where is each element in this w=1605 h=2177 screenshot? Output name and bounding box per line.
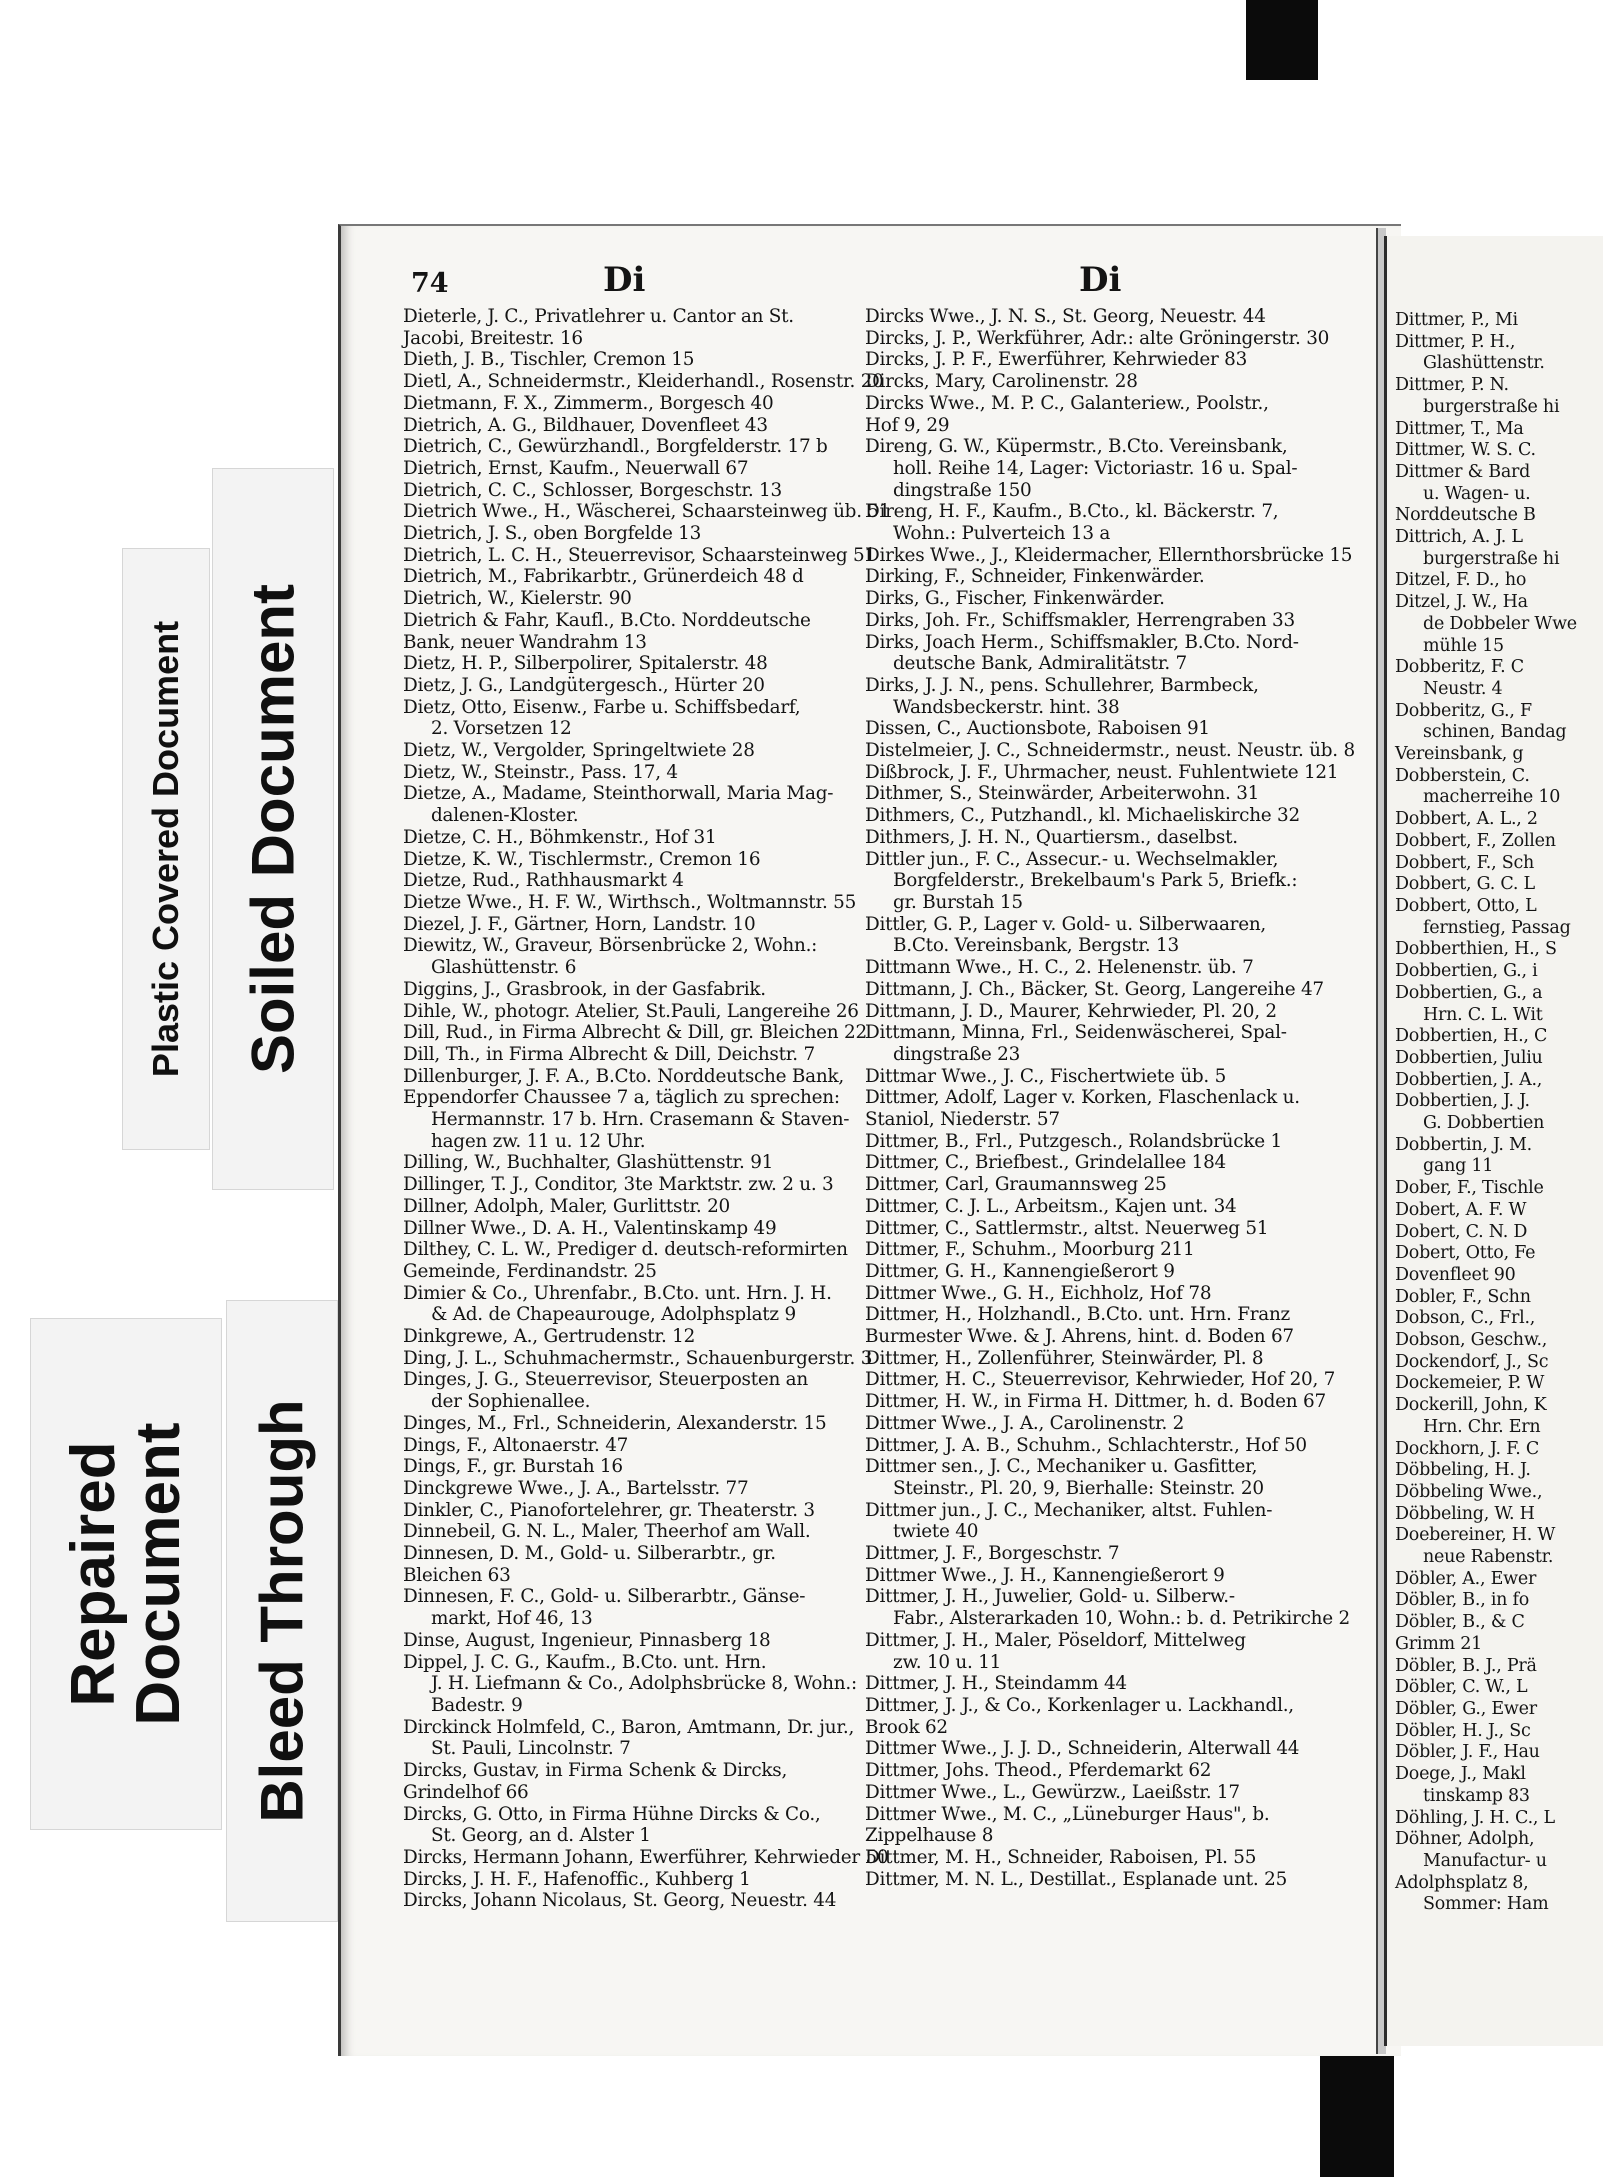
directory-entry: Dober, F., Tischle: [1395, 1178, 1544, 1199]
directory-entry: Döbbeling, H. J.: [1395, 1460, 1531, 1481]
directory-entry: 2. Vorsetzen 12: [431, 718, 572, 740]
directory-entry: St. Georg, an d. Alster 1: [431, 1825, 651, 1847]
directory-entry: Dietz, H. P., Silberpolirer, Spitalerstr. 48: [403, 653, 768, 675]
directory-entry: Döbler, B. J., Prä: [1395, 1655, 1537, 1676]
header-right: Di: [1079, 260, 1122, 300]
directory-entry: Dittmer, J. J., & Co., Korkenlager u. Lackhandl.,: [865, 1695, 1294, 1716]
directory-entry: Ditzel, J. W., Ha: [1395, 592, 1528, 613]
directory-entry: Diggins, J., Grasbrook, in der Gasfabrik.: [403, 978, 766, 1000]
directory-entry: Dietze Wwe., H. F. W., Wirthsch., Woltmannstr. 55: [403, 891, 857, 913]
directory-entry: Dittmer, C., Sattlermstr., altst. Neuerweg 51: [865, 1217, 1269, 1239]
directory-entry: Doebereiner, H. W: [1395, 1525, 1556, 1546]
directory-entry: Döbler, C. W., L: [1395, 1677, 1528, 1698]
directory-entry: Jacobi, Breitestr. 16: [403, 327, 583, 349]
next-page-column: [1395, 310, 1605, 1916]
directory-entry: Dinges, M., Frl., Schneiderin, Alexanderstr. 15: [403, 1412, 827, 1434]
directory-entry: Dobson, Geschw.,: [1395, 1330, 1548, 1351]
directory-entry: Dietz, W., Vergolder, Springeltwiete 28: [403, 740, 755, 762]
directory-entry: Dittmer, P. H.,: [1395, 331, 1516, 352]
directory-entry: Dill, Th., in Firma Albrecht & Dill, Deichstr. 7: [403, 1043, 815, 1065]
directory-entry: Dißbrock, J. F., Uhrmacher, neust. Fuhlentwiete 121: [865, 761, 1339, 783]
directory-entry: Dithmer, S., Steinwärder, Arbeiterwohn. 31: [865, 783, 1260, 805]
directory-entry: Dieth, J. B., Tischler, Cremon 15: [403, 349, 695, 371]
directory-entry: dalenen-Kloster.: [431, 805, 579, 827]
directory-entry: Dittmer Wwe., M. C., „Lüneburger Haus", b.: [865, 1803, 1270, 1825]
directory-entry: Dittmer, P., Mi: [1395, 310, 1518, 330]
directory-entry: Dittmer jun., J. C., Mechaniker, altst. Fuhlen-: [865, 1499, 1273, 1521]
directory-entry: Dinnebeil, G. N. L., Maler, Theerhof am Wall.: [403, 1521, 811, 1543]
directory-entry: Dircks, G. Otto, in Firma Hühne Dircks & Co.,: [403, 1803, 821, 1825]
directory-entry: gr. Burstah 15: [893, 891, 1023, 913]
directory-entry: B.Cto. Vereinsbank, Bergstr. 13: [893, 935, 1179, 957]
directory-entry: Dittmer Wwe., J. J. D., Schneiderin, Alterwall 44: [865, 1738, 1300, 1760]
directory-entry: hagen zw. 11 u. 12 Uhr.: [431, 1130, 646, 1152]
directory-entry: Dimier & Co., Uhrenfabr., B.Cto. unt. Hrn. J. H.: [403, 1282, 832, 1304]
directory-entry: Dittmer, J. H., Steindamm 44: [865, 1673, 1127, 1695]
directory-entry: schinen, Bandag: [1423, 722, 1567, 743]
directory-entry: Dinckgrewe Wwe., J. A., Bartelsstr. 77: [403, 1477, 749, 1499]
directory-entry: Wohn.: Pulverteich 13 a: [893, 523, 1111, 545]
directory-entry: Dittmer & Bard: [1395, 461, 1531, 482]
directory-entry: tinskamp 83: [1423, 1785, 1530, 1806]
black-bar-bottom: [1320, 2050, 1394, 2177]
label-bleed-through: Bleed Through: [248, 1399, 316, 1823]
directory-entry: Dillner, Adolph, Maler, Gurlittstr. 20: [403, 1195, 730, 1217]
directory-entry: Dillinger, T. J., Conditor, 3te Marktstr. zw. 2 u. 3: [403, 1174, 834, 1196]
directory-entry: Dittmer, T., Ma: [1395, 418, 1524, 439]
directory-entry: Ditzel, F. D., ho: [1395, 570, 1527, 591]
directory-entry: Dietrich, M., Fabrikarbtr., Grünerdeich 48 d: [403, 566, 804, 588]
directory-entry: Dittmer Wwe., J. A., Carolinenstr. 2: [865, 1412, 1185, 1434]
directory-entry: Dircks Wwe., M. P. C., Galanteriew., Poolstr.,: [865, 392, 1269, 414]
label-card-plastic: [122, 548, 210, 1150]
directory-entry: Dittmer Wwe., J. H., Kannengießerort 9: [865, 1564, 1225, 1586]
directory-entry: Dobert, A. F. W: [1395, 1199, 1527, 1220]
directory-entry: Hrn. Chr. Ern: [1423, 1416, 1541, 1437]
directory-entry: Dobert, C. N. D: [1395, 1221, 1528, 1242]
directory-entry: Dittmer, M. N. L., Destillat., Esplanade unt. 25: [865, 1868, 1288, 1890]
directory-entry: Dircks, Johann Nicolaus, St. Georg, Neuestr. 44: [403, 1890, 837, 1912]
directory-entry: u. Wagen- u.: [1423, 483, 1531, 504]
directory-entry: Dittmer, Adolf, Lager v. Korken, Flaschenlack u.: [865, 1087, 1300, 1109]
directory-entry: Dietrich, C., Gewürzhandl., Borgfelderstr. 17 b: [403, 436, 828, 458]
directory-entry: holl. Reihe 14, Lager: Victoriastr. 16 u. Spal-: [893, 457, 1298, 479]
directory-entry: Dittmer, F., Schuhm., Moorburg 211: [865, 1239, 1195, 1261]
directory-entry: Dihle, W., photogr. Atelier, St.Pauli, Langereihe 26: [403, 1000, 859, 1022]
directory-entry: Dieterle, J. C., Privatlehrer u. Cantor an St.: [403, 306, 794, 327]
directory-entry: Dittmer, J. A. B., Schuhm., Schlachterstr., Hof 50: [865, 1434, 1307, 1456]
directory-entry: Dovenfleet 90: [1395, 1264, 1516, 1285]
directory-entry: Döbbeling Wwe.,: [1395, 1481, 1543, 1502]
directory-entry: Dittmer, J. F., Borgeschstr. 7: [865, 1543, 1120, 1565]
directory-entry: Glashüttenstr. 6: [431, 957, 577, 979]
directory-entry: Döbler, B., in fo: [1395, 1590, 1530, 1611]
directory-entry: Dittmer, J. H., Maler, Pöseldorf, Mittelweg: [865, 1629, 1246, 1651]
directory-entry: Dircks, Gustav, in Firma Schenk & Dircks,: [403, 1760, 788, 1782]
directory-entry: Dirks, Joach Herm., Schiffsmakler, B.Cto. Nord-: [865, 631, 1299, 653]
directory-entry: Döbler, G., Ewer: [1395, 1699, 1537, 1719]
directory-entry: Dittmann, J. D., Maurer, Kehrwieder, Pl. 20, 2: [865, 1000, 1277, 1022]
directory-entry: Hrn. C. L. Wit: [1423, 1004, 1543, 1025]
directory-entry: Dobbertien, J. A.,: [1395, 1069, 1543, 1090]
directory-entry: Dietze, K. W., Tischlermstr., Cremon 16: [403, 848, 761, 870]
directory-entry: burgerstraße hi: [1423, 396, 1560, 417]
directory-entry: Neustr. 4: [1423, 678, 1503, 699]
directory-entry: Dittmer, C. J. L., Arbeitsm., Kajen unt. 34: [865, 1195, 1237, 1217]
directory-entry: Dinse, August, Ingenieur, Pinnasberg 18: [403, 1629, 771, 1651]
directory-entry: Dippel, J. C. G., Kaufm., B.Cto. unt. Hrn.: [403, 1651, 767, 1673]
directory-entry: Dings, F., gr. Burstah 16: [403, 1456, 623, 1478]
label-card-bleed: [226, 1300, 338, 1922]
directory-entry: Dittmann, J. Ch., Bäcker, St. Georg, Langereihe 47: [865, 978, 1324, 1000]
directory-entry: Dobberitz, G., F: [1395, 700, 1532, 721]
directory-entry: Dobbert, A. L., 2: [1395, 809, 1538, 830]
directory-entry: Dirckinck Holmfeld, C., Baron, Amtmann, Dr. jur.,: [403, 1716, 855, 1738]
directory-entry: Dinkler, C., Pianofortelehrer, gr. Theaterstr. 3: [403, 1499, 815, 1521]
directory-entry: Diewitz, W., Graveur, Börsenbrücke 2, Wohn.:: [403, 935, 818, 957]
directory-entry: Dittmer, B., Frl., Putzgesch., Rolandsbrücke 1: [865, 1130, 1282, 1152]
directory-entry: Dittmer, J. H., Juwelier, Gold- u. Silberw.-: [865, 1586, 1235, 1608]
directory-entry: Dirks, Joh. Fr., Schiffsmakler, Herrengraben 33: [865, 609, 1295, 631]
directory-entry: Dirking, F., Schneider, Finkenwärder.: [865, 566, 1205, 588]
directory-entry: Dilling, W., Buchhalter, Glashüttenstr. 91: [403, 1152, 774, 1174]
directory-entry: Bank, neuer Wandrahm 13: [403, 631, 647, 653]
directory-entry: Dill, Rud., in Firma Albrecht & Dill, gr. Bleichen 22: [403, 1022, 867, 1044]
directory-entry: Dockemeier, P. W: [1395, 1373, 1545, 1394]
directory-entry: Dittmer, Carl, Graumannsweg 25: [865, 1174, 1167, 1196]
directory-entry: Dobbertien, Juliu: [1395, 1047, 1543, 1068]
directory-entry: Dings, F., Altonaerstr. 47: [403, 1434, 629, 1456]
directory-entry: Dircks, J. P., Werkführer, Adr.: alte Gröningerstr. 30: [865, 327, 1330, 349]
directory-entry: Dittmann, Minna, Frl., Seidenwäscherei, Spal-: [865, 1022, 1287, 1044]
directory-entry: zw. 10 u. 11: [893, 1651, 1002, 1673]
right-column: [865, 306, 1355, 1890]
directory-entry: Dietze, A., Madame, Steinthorwall, Maria Mag-: [403, 783, 834, 805]
directory-entry: Grindelhof 66: [403, 1781, 529, 1803]
directory-entry: Bleichen 63: [403, 1564, 511, 1586]
directory-entry: Dobbertien, J. J.: [1395, 1091, 1530, 1112]
directory-entry: Dobbert, Otto, L: [1395, 895, 1537, 916]
directory-entry: Dittmer, G. H., Kannengießerort 9: [865, 1260, 1175, 1282]
directory-entry: Dockerill, John, K: [1395, 1395, 1547, 1416]
directory-entry: Dobbertien, G., a: [1395, 982, 1543, 1003]
directory-entry: Dittmer, H., Zollenführer, Steinwärder, Pl. 8: [865, 1347, 1264, 1369]
directory-entry: burgerstraße hi: [1423, 548, 1560, 569]
directory-entry: Dircks, J. P. F., Ewerführer, Kehrwieder 83: [865, 349, 1248, 371]
directory-entry: Eppendorfer Chaussee 7 a, täglich zu sprechen:: [403, 1087, 840, 1109]
directory-entry: Dinnesen, F. C., Gold- u. Silberarbtr., Gänse-: [403, 1586, 806, 1608]
directory-entry: Döbler, J. F., Hau: [1395, 1742, 1540, 1763]
directory-entry: Dittmer, C., Briefbest., Grindelallee 184: [865, 1152, 1226, 1174]
directory-entry: Dietrich, Ernst, Kaufm., Neuerwall 67: [403, 457, 749, 479]
label-repaired: [58, 1422, 193, 1726]
directory-entry: Dobler, F., Schn: [1395, 1286, 1531, 1307]
directory-entry: Manufactur- u: [1423, 1850, 1547, 1871]
directory-entry: Dircks, J. H. F., Hafenoffic., Kuhberg 1: [403, 1868, 751, 1890]
directory-entry: Dobson, C., Frl.,: [1395, 1308, 1536, 1329]
directory-entry: Dissen, C., Auctionsbote, Raboisen 91: [865, 718, 1210, 740]
document-page: [338, 224, 1401, 2056]
directory-entry: Grimm 21: [1395, 1633, 1482, 1654]
directory-entry: Distelmeier, J. C., Schneidermstr., neust. Neustr. üb. 8: [865, 740, 1355, 762]
directory-entry: Dietrich, J. S., oben Borgfelde 13: [403, 523, 702, 545]
directory-entry: Direng, G. W., Küpermstr., B.Cto. Vereinsbank,: [865, 436, 1288, 458]
directory-entry: Borgfelderstr., Brekelbaum's Park 5, Briefk.:: [893, 870, 1298, 892]
label-repaired-line-2: Document: [124, 1422, 193, 1726]
directory-entry: Badestr. 9: [431, 1695, 523, 1716]
directory-entry: Dietl, A., Schneidermstr., Kleiderhandl., Rosenstr. 20: [403, 371, 884, 393]
directory-entry: Dircks Wwe., J. N. S., St. Georg, Neuestr. 44: [865, 306, 1266, 327]
directory-entry: Dillner Wwe., D. A. H., Valentinskamp 49: [403, 1217, 777, 1239]
directory-entry: markt, Hof 46, 13: [431, 1608, 593, 1630]
directory-entry: Adolphsplatz 8,: [1395, 1872, 1529, 1893]
directory-entry: & Ad. de Chapeaurouge, Adolphsplatz 9: [431, 1304, 796, 1326]
directory-entry: Fabr., Alsterarkaden 10, Wohn.: b. d. Petrikirche 2: [893, 1608, 1350, 1630]
directory-entry: Dittler jun., F. C., Assecur.- u. Wechselmakler,: [865, 848, 1279, 870]
directory-entry: Dietz, W., Steinstr., Pass. 17, 4: [403, 761, 678, 783]
directory-entry: Döbler, H. J., Sc: [1395, 1720, 1531, 1741]
directory-entry: Dobberstein, C.: [1395, 765, 1530, 786]
directory-entry: Vereinsbank, g: [1395, 744, 1524, 765]
label-card-repaired: [30, 1318, 222, 1830]
directory-entry: Dinges, J. G., Steuerrevisor, Steuerposten an: [403, 1369, 808, 1391]
directory-entry: Dobbertien, G., i: [1395, 961, 1538, 982]
directory-entry: fernstieg, Passag: [1423, 917, 1571, 938]
directory-entry: Dietze, C. H., Böhmkenstr., Hof 31: [403, 826, 717, 848]
directory-entry: Hof 9, 29: [865, 414, 950, 436]
directory-entry: Dietmann, F. X., Zimmerm., Borgesch 40: [403, 392, 774, 414]
directory-entry: Dietze, Rud., Rathhausmarkt 4: [403, 870, 684, 892]
directory-entry: Burmester Wwe. & J. Ahrens, hint. d. Boden 67: [865, 1326, 1294, 1348]
directory-entry: Dirkes Wwe., J., Kleidermacher, Ellernthorsbrücke 15: [865, 544, 1353, 566]
directory-entry: dingstraße 23: [893, 1043, 1021, 1065]
directory-entry: macherreihe 10: [1423, 787, 1561, 808]
directory-entry: Dietrich, W., Kielerstr. 90: [403, 588, 632, 610]
directory-entry: Dittmer, H. W., in Firma H. Dittmer, h. d. Boden 67: [865, 1391, 1326, 1413]
directory-entry: Dircks, Hermann Johann, Ewerführer, Kehrwieder 50: [403, 1846, 889, 1868]
directory-entry: Dittmer Wwe., L., Gewürzw., Laeißstr. 17: [865, 1781, 1240, 1803]
directory-entry: Dockendorf, J., Sc: [1395, 1351, 1549, 1372]
directory-entry: Dietrich, L. C. H., Steuerrevisor, Schaarsteinweg 51: [403, 544, 876, 566]
directory-entry: Dobbertin, J. M.: [1395, 1134, 1532, 1155]
directory-entry: Dittmer, H., Holzhandl., B.Cto. unt. Hrn. Franz: [865, 1304, 1290, 1326]
directory-entry: Zippelhause 8: [865, 1825, 994, 1847]
directory-entry: neue Rabenstr.: [1423, 1547, 1554, 1568]
directory-entry: Dithmers, J. H. N., Quartiersm., daselbst.: [865, 826, 1238, 848]
black-bar-top: [1246, 0, 1318, 80]
directory-entry: Dobberthien, H., S: [1395, 939, 1557, 960]
directory-entry: Dietrich, C. C., Schlosser, Borgeschstr. 13: [403, 479, 782, 501]
directory-entry: Dockhorn, J. F. C: [1395, 1438, 1540, 1459]
directory-entry: Dobbertien, H., C: [1395, 1026, 1548, 1047]
directory-entry: Gemeinde, Ferdinandstr. 25: [403, 1260, 657, 1282]
directory-entry: Dircks, Mary, Carolinenstr. 28: [865, 371, 1138, 393]
page-number: 74: [411, 268, 449, 299]
directory-entry: Brook 62: [865, 1716, 948, 1738]
directory-entry: Hermannstr. 17 b. Hrn. Crasemann & Staven-: [431, 1109, 850, 1131]
directory-entry: Döbler, A., Ewer: [1395, 1568, 1537, 1589]
directory-entry: mühle 15: [1423, 635, 1504, 656]
directory-entry: Dittmer, M. H., Schneider, Raboisen, Pl. 55: [865, 1846, 1257, 1868]
directory-entry: Norddeutsche B: [1395, 505, 1536, 526]
directory-entry: deutsche Bank, Admiralitätstr. 7: [893, 653, 1187, 675]
directory-entry: Dittmer sen., J. C., Mechaniker u. Gasfitter,: [865, 1456, 1258, 1478]
directory-entry: gang 11: [1423, 1156, 1494, 1177]
directory-entry: der Sophienallee.: [431, 1391, 591, 1413]
directory-entry: Staniol, Niederstr. 57: [865, 1109, 1060, 1131]
directory-entry: Dirks, J. J. N., pens. Schullehrer, Barmbeck,: [865, 674, 1259, 696]
directory-entry: Glashüttenstr.: [1423, 353, 1545, 374]
directory-entry: Steinstr., Pl. 20, 9, Bierhalle: Steinstr. 20: [893, 1477, 1264, 1499]
label-plastic-covered: Plastic Covered Document: [145, 620, 187, 1078]
directory-entry: Wandsbeckerstr. hint. 38: [893, 696, 1120, 718]
directory-entry: Dirks, G., Fischer, Finkenwärder.: [865, 588, 1165, 610]
directory-entry: Dinkgrewe, A., Gertrudenstr. 12: [403, 1326, 696, 1348]
directory-entry: Döbbeling, W. H: [1395, 1503, 1535, 1524]
directory-entry: Dithmers, C., Putzhandl., kl. Michaeliskirche 32: [865, 805, 1300, 827]
directory-entry: Dittmar Wwe., J. C., Fischertwiete üb. 5: [865, 1065, 1227, 1087]
directory-entry: Dittler, G. P., Lager v. Gold- u. Silberwaaren,: [865, 913, 1267, 935]
directory-entry: Dietz, J. G., Landgütergesch., Hürter 20: [403, 674, 765, 696]
directory-entry: Dilthey, C. L. W., Prediger d. deutsch-reformirten: [403, 1239, 848, 1261]
left-column: [403, 306, 891, 1912]
directory-entry: Dobbert, G. C. L: [1395, 874, 1535, 895]
directory-entry: Dobbert, F., Zollen: [1395, 830, 1556, 851]
directory-entry: J. H. Liefmann & Co., Adolphsbrücke 8, Wohn.:: [431, 1673, 857, 1695]
directory-entry: Dobberitz, F. C: [1395, 657, 1524, 678]
next-page: [1384, 236, 1603, 2046]
directory-entry: Dietz, Otto, Eisenw., Farbe u. Schiffsbedarf,: [403, 696, 801, 718]
directory-entry: Dittmer Wwe., G. H., Eichholz, Hof 78: [865, 1282, 1212, 1304]
directory-entry: St. Pauli, Lincolnstr. 7: [431, 1738, 631, 1760]
directory-entry: Sommer: Ham: [1423, 1894, 1549, 1915]
directory-entry: Döhner, Adolph,: [1395, 1829, 1535, 1850]
label-card-soiled: [212, 468, 334, 1190]
directory-entry: Dittmer, H. C., Steuerrevisor, Kehrwieder, Hof 20, 7: [865, 1369, 1336, 1391]
label-soiled: Soiled Document: [239, 583, 307, 1075]
directory-entry: dingstraße 150: [893, 479, 1032, 501]
directory-entry: Diezel, J. F., Gärtner, Horn, Landstr. 10: [403, 913, 756, 935]
directory-entry: Dittmer, W. S. C.: [1395, 440, 1536, 461]
directory-entry: Döbler, B., & C: [1395, 1612, 1525, 1633]
directory-entry: Dobbert, F., Sch: [1395, 852, 1535, 873]
directory-entry: Dinnesen, D. M., Gold- u. Silberarbtr., gr.: [403, 1543, 776, 1565]
directory-entry: Dietrich, A. G., Bildhauer, Dovenfleet 43: [403, 414, 768, 436]
directory-entry: Dietrich & Fahr, Kaufl., B.Cto. Norddeutsche: [403, 609, 811, 631]
directory-entry: Ding, J. L., Schuhmachermstr., Schauenburgerstr. 3: [403, 1347, 873, 1369]
directory-entry: Dietrich Wwe., H., Wäscherei, Schaarsteinweg üb. 51: [403, 501, 891, 523]
directory-entry: Dittrich, A. J. L: [1395, 527, 1523, 548]
directory-entry: Doege, J., Makl: [1395, 1764, 1526, 1785]
directory-entry: Direng, H. F., Kaufm., B.Cto., kl. Bäckerstr. 7,: [865, 501, 1279, 523]
directory-entry: twiete 40: [893, 1521, 979, 1543]
directory-entry: Döhling, J. H. C., L: [1395, 1807, 1555, 1828]
directory-entry: G. Dobbertien: [1423, 1113, 1545, 1134]
directory-entry: de Dobbeler Wwe: [1423, 613, 1577, 634]
directory-entry: Dittmer, P. N.: [1395, 375, 1509, 396]
directory-entry: Dillenburger, J. F. A., B.Cto. Norddeutsche Bank,: [403, 1065, 844, 1087]
header-left: Di: [603, 260, 646, 300]
directory-entry: Dobert, Otto, Fe: [1395, 1243, 1536, 1264]
directory-entry: Dittmann Wwe., H. C., 2. Helenenstr. üb. 7: [865, 957, 1254, 979]
label-repaired-line-1: Repaired: [58, 1441, 128, 1707]
directory-entry: Dittmer, Johs. Theod., Pferdemarkt 62: [865, 1760, 1212, 1782]
